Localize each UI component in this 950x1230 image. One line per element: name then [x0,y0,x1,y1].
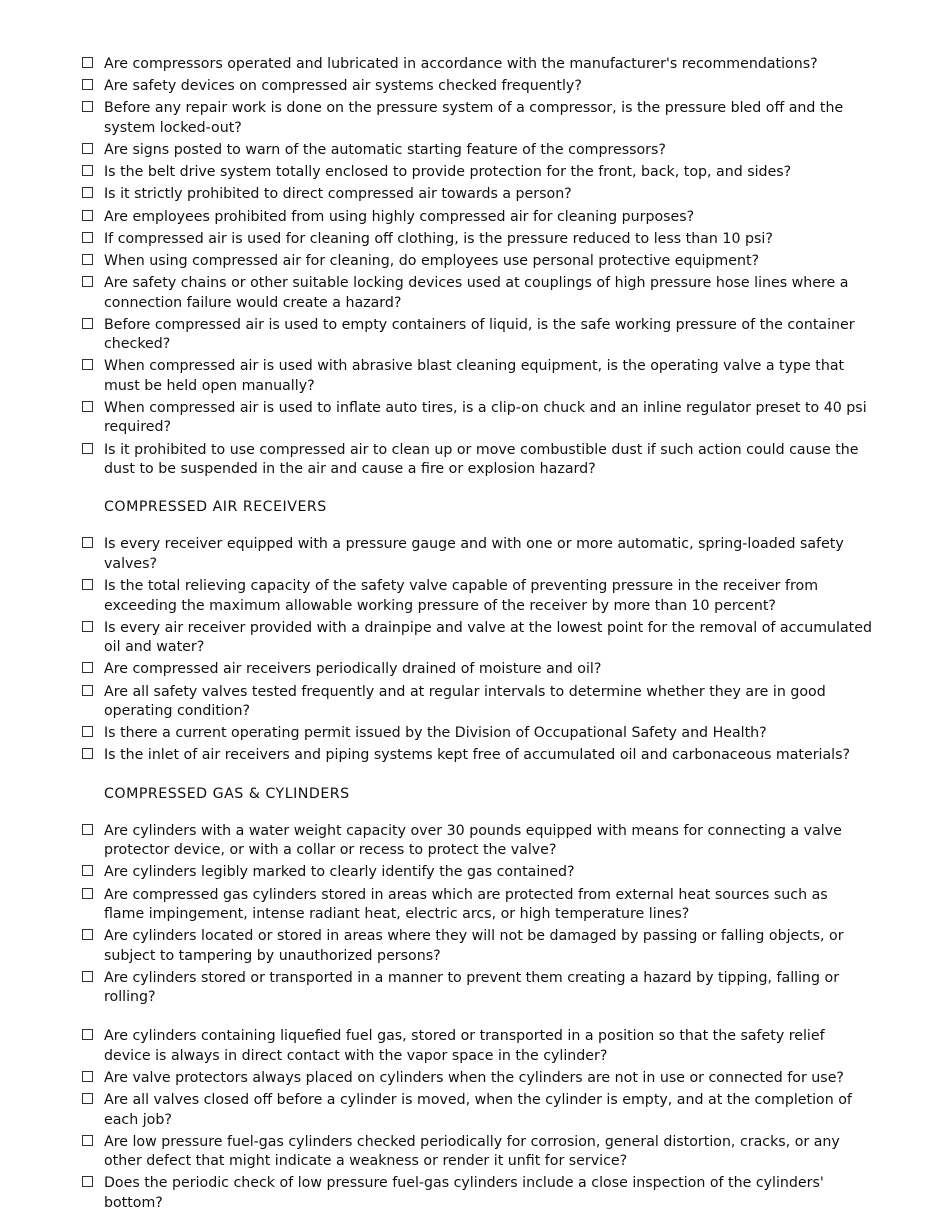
checklist-item [82,1027,872,1066]
checkbox[interactable] [82,401,93,412]
checklist-item [82,1069,872,1088]
checklist-item [82,927,872,966]
checkbox[interactable] [82,1029,93,1040]
checklist-item [82,577,872,616]
item-text: Are compressed gas cylinders stored in areas which are protected from external heat sources such as flame impingement, intense radiant heat, electric arcs, or high temperature lines? [104,886,828,922]
checkbox[interactable] [82,359,93,370]
item-text: Are cylinders stored or transported in a manner to prevent them creating a hazard by tipping, falling or rolling? [104,969,840,1006]
checklist-item [82,274,872,313]
item-text: Are safety chains or other suitable locking devices used at couplings of high pressure hose lines where a connection failure would create a hazard? [104,275,849,311]
section-air-receivers [82,535,872,765]
checklist-item [82,230,872,249]
checkbox[interactable] [82,276,93,287]
checkbox[interactable] [82,1176,93,1187]
checklist-item [82,724,872,743]
checkbox[interactable] [82,971,93,982]
checkbox[interactable] [82,1093,93,1104]
item-text: Is the belt drive system totally enclosed to provide protection for the front, back, top, and sides? [104,164,792,181]
item-text: Before compressed air is used to empty containers of liquid, is the safe working pressure of the container checked? [104,316,855,353]
checklist-item [82,55,872,74]
checkbox[interactable] [82,187,93,198]
checkbox[interactable] [82,929,93,940]
checkbox[interactable] [82,579,93,590]
checklist-item [82,141,872,160]
item-text: When using compressed air for cleaning, do employees use personal protective equipment? [104,253,760,270]
checkbox[interactable] [82,1135,93,1146]
checklist-item [82,1133,872,1172]
item-text: Is the inlet of air receivers and piping systems kept free of accumulated oil and carbonaceous materials? [104,747,851,764]
checklist-item [82,1091,872,1130]
checklist-item [82,619,872,658]
item-text: Does the periodic check of low pressure fuel-gas cylinders include a close inspection of the cylinders' bottom? [104,1175,824,1211]
checkbox[interactable] [82,143,93,154]
checklist-item [82,441,872,480]
checkbox[interactable] [82,232,93,243]
item-text: Are valve protectors always placed on cylinders when the cylinders are not in use or connected for use? [104,1069,844,1086]
checklist-item [82,185,872,204]
checklist-item [82,660,872,679]
item-text: Are compressors operated and lubricated in accordance with the manufacturer's recommendations? [104,56,818,72]
checkbox[interactable] [82,685,93,696]
item-text: Are cylinders legibly marked to clearly identify the gas contained? [104,864,575,881]
item-text: Are cylinders with a water weight capacity over 30 pounds equipped with means for connecting a valve protector device, or with a collar or recess to protect the valve? [104,822,842,859]
checklist-item [82,863,872,882]
item-text: Are employees prohibited from using highly compressed air for cleaning purposes? [104,208,695,225]
checkbox[interactable] [82,443,93,454]
checkbox[interactable] [82,748,93,759]
checklist-item [82,208,872,227]
item-text: Are safety devices on compressed air systems checked frequently? [104,78,582,95]
item-text: Is every receiver equipped with a pressure gauge and with one or more automatic, spring-loaded safety valves? [104,536,844,572]
checklist-item [82,746,872,765]
item-text: Before any repair work is done on the pressure system of a compressor, is the pressure bled off and the system locked-out? [104,100,844,136]
section-gas-cylinders [82,822,872,1213]
checkbox[interactable] [82,101,93,112]
item-text: Is there a current operating permit issued by the Division of Occupational Safety and Health? [104,725,767,742]
section-heading-gas-cylinders: COMPRESSED GAS & CYLINDERS [104,785,350,802]
item-text: Are compressed air receivers periodically drained of moisture and oil? [104,661,602,678]
checklist-page [82,55,872,1216]
checkbox[interactable] [82,662,93,673]
item-text: Is it strictly prohibited to direct compressed air towards a person? [104,186,572,203]
checkbox[interactable] [82,824,93,835]
checklist-item [82,163,872,182]
checklist-item [82,252,872,271]
checklist-item [82,822,872,861]
checkbox[interactable] [82,726,93,737]
item-text: Is every air receiver provided with a drainpipe and valve at the lowest point for the removal of accumulated oil and water? [104,619,872,656]
checklist-item [82,683,872,722]
checkbox[interactable] [82,210,93,221]
checkbox[interactable] [82,1071,93,1082]
item-text: If compressed air is used for cleaning off clothing, is the pressure reduced to less than 10 psi? [104,230,773,247]
checkbox[interactable] [82,865,93,876]
checkbox[interactable] [82,621,93,632]
checklist-item [82,399,872,438]
checklist-item [82,1174,872,1213]
item-text: Are all valves closed off before a cylinder is moved, when the cylinder is empty, and at the completion of each job? [104,1092,852,1128]
checklist-item [82,535,872,574]
checkbox[interactable] [82,57,93,68]
checklist-item [82,886,872,925]
spacer [82,1010,872,1027]
checkbox[interactable] [82,318,93,329]
checkbox[interactable] [82,79,93,90]
item-text: When compressed air is used to inflate auto tires, is a clip-on chuck and an inline regulator preset to 40 psi required? [104,400,867,436]
item-text: Are cylinders containing liquefied fuel gas, stored or transported in a position so that the safety relief device is always in direct contact with the vapor space in the cylinder? [104,1028,825,1064]
checklist-item [82,77,872,96]
checklist-item [82,316,872,355]
checklist-item [82,357,872,396]
checkbox[interactable] [82,888,93,899]
item-text: When compressed air is used with abrasive blast cleaning equipment, is the operating valve a type that must be held open manually? [104,358,845,394]
section-heading-air-receivers: COMPRESSED AIR RECEIVERS [104,499,327,516]
item-text: Are low pressure fuel-gas cylinders checked periodically for corrosion, general distortion, cracks, or any other defect that might indicate a weakness or render it unfit for service? [104,1133,840,1170]
checkbox[interactable] [82,254,93,265]
checkbox[interactable] [82,165,93,176]
item-text: Is the total relieving capacity of the safety valve capable of preventing pressure in the receiver from exceeding the maximum allowable working pressure of the receiver by more than 10 percent? [104,578,819,614]
item-text: Is it prohibited to use compressed air to clean up or move combustible dust if such action could cause the dust to be suspended in the air and cause a fire or explosion hazard? [104,441,859,478]
checklist-item [82,99,872,138]
checklist-item [82,969,872,1008]
item-text: Are signs posted to warn of the automatic starting feature of the compressors? [104,142,666,159]
item-text: Are all safety valves tested frequently and at regular intervals to determine whether they are in good operating condition? [104,683,826,719]
item-text: Are cylinders located or stored in areas where they will not be damaged by passing or falling objects, or subject to tampering by unauthorized persons? [104,928,844,964]
checkbox[interactable] [82,537,93,548]
section-compressors [82,55,872,479]
